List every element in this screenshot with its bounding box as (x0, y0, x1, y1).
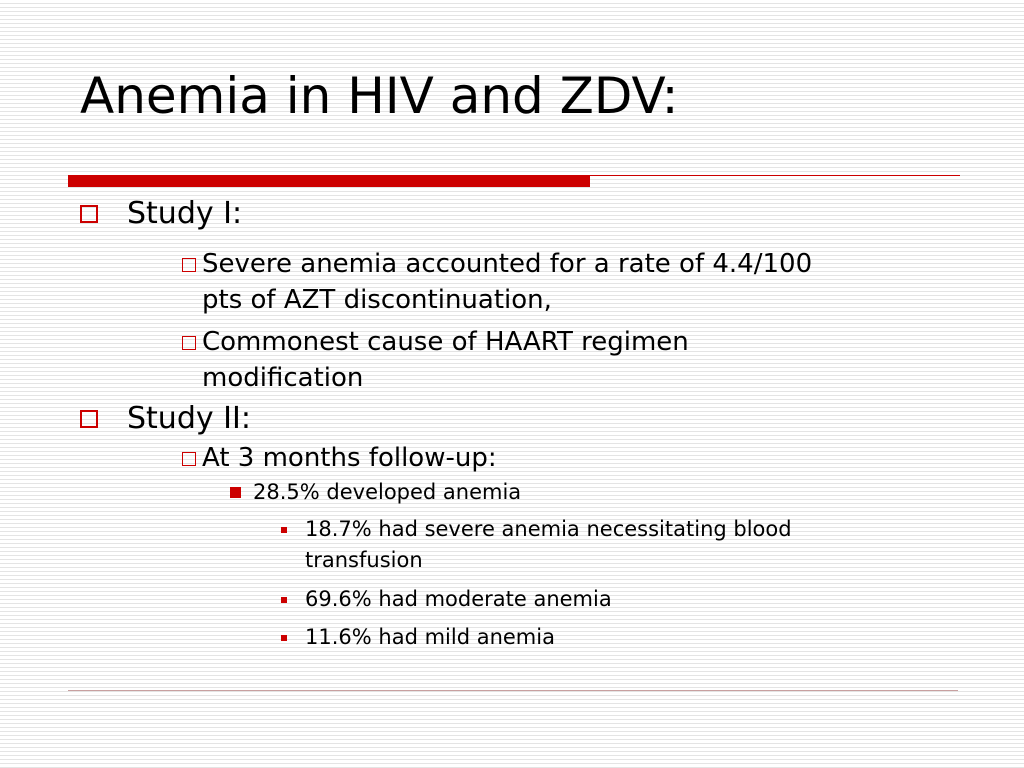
detail-text-line: transfusion (305, 548, 423, 572)
bullet-study-2-point (202, 440, 497, 476)
hollow-square-bullet-icon (182, 452, 196, 466)
study-1-heading: Study I: (127, 196, 243, 231)
bullet-detail-2 (305, 584, 612, 615)
small-square-bullet-icon (281, 597, 287, 603)
small-square-bullet-icon (281, 527, 287, 533)
point-text-line: At 3 months follow-up: (202, 443, 497, 473)
subpoint-text: 28.5% developed anemia (253, 480, 522, 504)
filled-square-bullet-icon (230, 487, 241, 498)
study-2-heading: Study II: (127, 401, 251, 436)
detail-text-line: 11.6% had mild anemia (305, 625, 555, 649)
bullet-study-2 (127, 401, 251, 437)
bullet-detail-1 (305, 514, 792, 576)
footer-divider-line (68, 690, 958, 691)
point-text-line: Severe anemia accounted for a rate of 4.4/100 (202, 249, 813, 279)
hollow-square-bullet-icon (182, 258, 196, 272)
bullet-detail-3 (305, 622, 555, 653)
point-text-line: Commonest cause of HAART regimen (202, 327, 689, 357)
detail-text-line: 18.7% had severe anemia necessitating blood (305, 517, 792, 541)
detail-text-line: 69.6% had moderate anemia (305, 587, 612, 611)
bullet-study-2-subpoint (253, 478, 521, 506)
hollow-square-bullet-icon (80, 410, 98, 428)
point-text-line: modification (202, 363, 364, 393)
point-text-line: pts of AZT discontinuation, (202, 285, 552, 315)
bullet-study-1 (127, 196, 242, 232)
bullet-study-1-point-1 (202, 246, 812, 318)
slide-title: Anemia in HIV and ZDV: (80, 67, 679, 125)
small-square-bullet-icon (281, 635, 287, 641)
bullet-study-1-point-2 (202, 324, 689, 396)
hollow-square-bullet-icon (182, 336, 196, 350)
hollow-square-bullet-icon (80, 205, 98, 223)
title-accent-bar (68, 175, 590, 187)
